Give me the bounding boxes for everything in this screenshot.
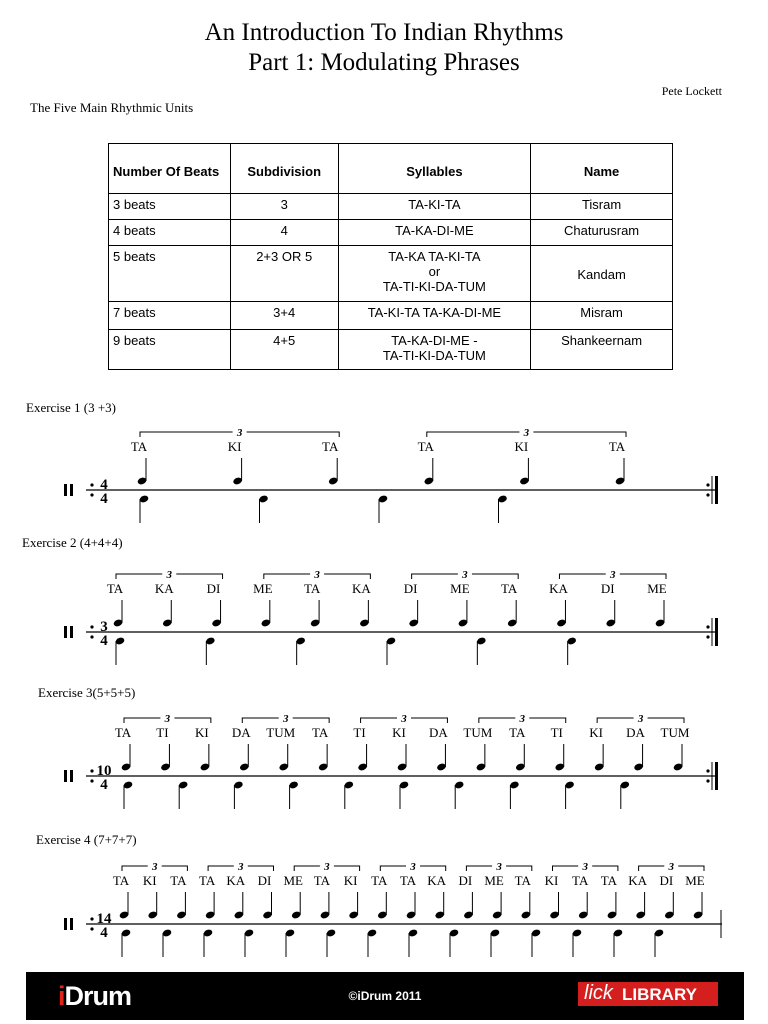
syllable-line: TA-TI-KI-DA-TUM [382,348,486,363]
exercise-3-label: Exercise 3(5+5+5) [38,685,136,700]
note-syllable: TA [114,725,132,740]
note-syllable: TA [170,873,187,888]
note-syllable: TA [311,725,329,740]
exercise-4-label: Exercise 4 (7+7+7) [36,832,137,847]
cell-name: Misram [531,302,673,330]
page-title-line-1: An Introduction To Indian Rhythms [204,19,564,46]
barline-thick [715,476,718,504]
time-signature-top: 4 [100,477,108,493]
exercise-1-label: Exercise 1 (3 +3) [26,400,116,415]
cell-beats: 5 beats [109,246,231,302]
repeat-dot [90,917,93,920]
note-syllable: DI [458,873,473,888]
note-syllable: ME [685,873,705,888]
cell-subdivision: 4+5 [230,330,338,370]
logo-drum-text: Drum [64,981,132,1011]
note-syllable: DI [206,581,221,596]
barline-thick [715,762,718,790]
time-signature-top: 14 [96,911,112,927]
tuplet-number: 3 [496,861,502,873]
note-syllable: KA [549,581,568,596]
note-syllable: ME [253,581,273,596]
note-syllable: TI [156,725,169,740]
cell-subdivision: 4 [230,220,338,246]
note-syllable: TI [353,725,366,740]
time-signature-bottom: 4 [100,777,108,793]
note-syllable: ME [484,873,504,888]
repeat-dot [90,779,93,782]
tuplet-number: 3 [637,713,644,725]
note-syllable: TA [608,439,626,454]
note-syllable: DA [626,725,645,740]
note-syllable: TA [322,439,339,454]
tuplet-number: 3 [462,569,468,581]
note-syllable: DA [231,725,251,740]
page-title-line-2: Part 1: Modulating Phrases [248,49,520,76]
column-header-beats: Number Of Beats [109,144,231,194]
cell-beats: 7 beats [109,302,231,330]
table-row [109,330,673,370]
cell-beats: 4 beats [109,220,231,246]
note-syllable: KI [142,873,157,888]
repeat-dot [90,625,93,628]
percussion-clef-bar [64,770,67,782]
column-header-subdivision: Subdivision [230,144,338,194]
licklibrary-logo [578,982,718,1006]
exercise-1-staff [0,418,768,528]
repeat-dot [706,483,709,486]
note-syllable: KI [589,725,604,740]
exercise-3-staff [0,704,768,814]
tuplet-number: 3 [401,713,407,725]
cell-name: Chaturusram [531,220,673,246]
syllable-line: TA-KI-TA [408,197,461,212]
syllable-line: TA-KA-DI-ME - [391,333,478,348]
tuplet-number: 3 [668,861,675,873]
note-syllable: DA [429,725,448,740]
note-syllable: KI [343,873,358,888]
tuplet-number: 3 [314,569,320,581]
note-syllable: TI [550,725,563,740]
note-syllable: ME [647,581,667,596]
note-syllable: KA [351,581,371,596]
note-syllable: TA [313,873,331,888]
repeat-dot [706,493,709,496]
exercise-2-staff [0,560,768,670]
note-syllable: TA [130,439,148,454]
percussion-clef-bar [64,626,67,638]
time-signature-top: 3 [100,619,108,635]
table-heading: The Five Main Rhythmic Units [30,100,194,115]
time-signature-bottom: 4 [100,633,108,649]
note-syllable: KA [154,581,174,596]
note-syllable: TA [399,873,417,888]
percussion-clef-bar [70,918,73,930]
note-syllable: KI [544,873,559,888]
cell-syllables [338,220,531,246]
percussion-clef-bar [70,626,73,638]
table-row [109,220,673,246]
note-syllable: DI [600,581,615,596]
syllable-line: or [428,264,441,279]
percussion-clef-bar [64,918,67,930]
note-syllable: TUM [463,725,493,740]
time-signature-top: 10 [96,763,112,779]
exercise-2-label: Exercise 2 (4+4+4) [22,535,123,550]
repeat-dot [90,769,93,772]
time-signature-bottom: 4 [100,925,108,941]
column-header-syllables: Syllables [338,144,531,194]
cell-subdivision: 3 [230,194,338,220]
footer-bar [26,972,744,1020]
cell-syllables [338,302,531,330]
cell-syllables [338,330,531,370]
table-header-row [109,144,673,194]
tuplet-number: 3 [236,427,243,439]
cell-name: Kandam [531,246,673,302]
cell-syllables [338,246,531,302]
note-syllable: KI [227,439,242,454]
note-syllable: TA [303,581,321,596]
percussion-clef-bar [70,770,73,782]
cell-subdivision: 3+4 [230,302,338,330]
repeat-dot [706,625,709,628]
repeat-dot [90,927,93,930]
rhythmic-units-table [108,143,673,370]
note-syllable: KI [194,725,209,740]
tuplet-number: 3 [582,861,588,873]
tuplet-number: 3 [238,861,244,873]
syllable-line: TA-KA TA-KI-TA [388,249,481,264]
note-syllable: TA [509,725,526,740]
repeat-dot [706,635,709,638]
note-syllable: KA [628,873,647,888]
table-row [109,194,673,220]
note-syllable: TA [572,873,589,888]
note-syllable: TA [371,873,388,888]
tuplet-number: 3 [151,861,158,873]
note-syllable: DI [659,873,674,888]
note-syllable: ME [450,581,470,596]
tuplet-number: 3 [523,427,530,439]
time-signature-bottom: 4 [100,491,108,507]
tuplet-number: 3 [166,569,173,581]
note-syllable: TA [514,873,531,888]
cell-name: Shankeernam [531,330,673,370]
library-text: LIBRARY [622,985,697,1004]
tuplet-number: 3 [164,713,171,725]
lick-text: lick [584,982,613,1004]
table-row [109,246,673,302]
repeat-dot [90,635,93,638]
note-syllable: DI [257,873,272,888]
tuplet-number: 3 [324,861,330,873]
note-syllable: TUM [266,725,296,740]
note-syllable: TA [198,873,216,888]
cell-subdivision: 2+3 OR 5 [230,246,338,302]
note-syllable: ME [283,873,303,888]
copyright-text: ©iDrum 2011 [348,989,422,1003]
cell-beats: 3 beats [109,194,231,220]
note-syllable: KA [226,873,246,888]
column-header-name: Name [531,144,673,194]
cell-syllables [338,194,531,220]
syllable-line: TA-TI-KI-DA-TUM [382,279,486,294]
table-row [109,302,673,330]
note-syllable: TA [501,581,518,596]
tuplet-number: 3 [282,713,289,725]
repeat-dot [706,769,709,772]
barline-thick [715,618,718,646]
tuplet-number: 3 [609,569,616,581]
note-syllable: TA [112,873,130,888]
tuplet-number: 3 [519,713,526,725]
logo-i-glyph: i [58,981,65,1011]
note-syllable: TUM [660,725,690,740]
percussion-clef-bar [64,484,67,496]
exercise-4-staff [0,852,768,962]
repeat-dot [90,483,93,486]
note-syllable: TA [600,873,618,888]
author-name: Pete Lockett [661,84,722,98]
note-syllable: KI [514,439,529,454]
note-syllable: DI [403,581,418,596]
cell-name: Tisram [531,194,673,220]
syllable-line: TA-KI-TA TA-KA-DI-ME [367,305,502,320]
cell-beats: 9 beats [109,330,231,370]
note-syllable: TA [417,439,434,454]
repeat-dot [706,779,709,782]
note-syllable: KI [392,725,406,740]
note-syllable: TA [106,581,124,596]
syllable-line: TA-KA-DI-ME [395,223,474,238]
repeat-dot [90,493,93,496]
note-syllable: KA [427,873,447,888]
tuplet-number: 3 [410,861,416,873]
percussion-clef-bar [70,484,73,496]
